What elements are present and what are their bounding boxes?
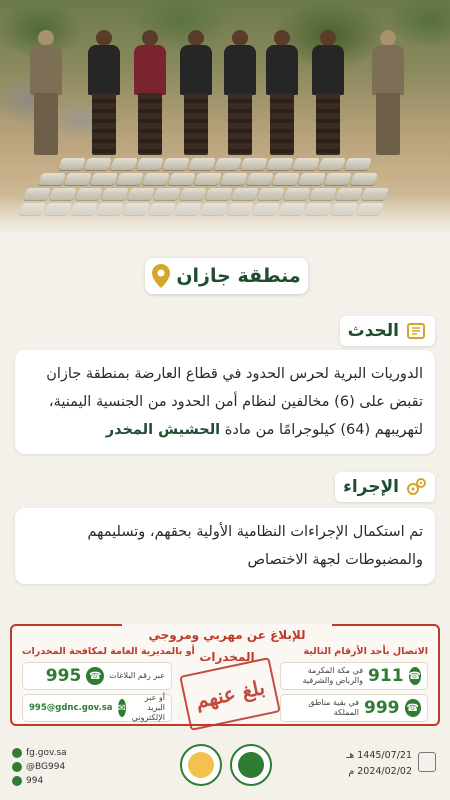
- event-header: [340, 316, 435, 346]
- package: [168, 173, 196, 185]
- x-icon: [12, 762, 22, 772]
- action-text: تم استكمال الإجراءات النظامية الأولية بحقهم، وتسليمهم والمضبوطات لجهة الاختصاص: [87, 524, 423, 568]
- email-desc: أو عبر البريد الإلكتروني: [131, 693, 165, 722]
- package: [162, 158, 190, 170]
- hotline-995-card[interactable]: [22, 662, 172, 690]
- hotline-number: 995: [45, 666, 82, 686]
- action-title: الإجراء: [343, 477, 399, 497]
- photo-fade: [0, 195, 450, 235]
- email-address: 995@gdnc.gov.sa: [29, 703, 113, 713]
- border-guard-logo: [180, 744, 222, 786]
- phone-icon: [12, 776, 22, 786]
- hotline-number: 911: [368, 666, 404, 686]
- package: [116, 173, 144, 185]
- report-stamp: بلغ عنهم: [179, 657, 281, 731]
- package: [350, 173, 378, 185]
- package: [90, 173, 118, 185]
- twitter-link[interactable]: [12, 760, 67, 774]
- package: [142, 173, 170, 185]
- event-text: الدوريات البرية لحرس الحدود في قطاع العارضة بمنطقة جازان تقبض على (6) مخالفين لنظام أمن الحدود من الجنسية اليمنية، لتهريبهم (64) كيلوجرامًا من مادة: [46, 366, 423, 438]
- package: [64, 173, 92, 185]
- date-gregorian: 2024/02/02 م: [348, 766, 412, 777]
- phone-text: 994: [26, 776, 44, 786]
- report-box: [10, 624, 440, 726]
- footer-logos: [180, 744, 272, 786]
- twitter-text: @BG994: [26, 762, 66, 772]
- website-text: fg.gov.sa: [26, 748, 67, 758]
- package: [298, 173, 326, 185]
- hero-photo: [0, 0, 450, 235]
- footer-contacts: [12, 746, 67, 788]
- package: [110, 158, 138, 170]
- hotline-desc: في بقية مناطق المملكة: [308, 698, 359, 717]
- report-right-label: الاتصال بأحد الأرقام التالية: [303, 646, 428, 657]
- event-body: [15, 350, 435, 454]
- package: [240, 158, 268, 170]
- gears-icon: [405, 476, 427, 498]
- date-hijri: 1445/07/21 هـ: [346, 750, 412, 761]
- hotline-desc: عبر رقم البلاغات: [109, 671, 165, 680]
- phone-icon: ☎: [405, 699, 422, 717]
- email-card[interactable]: [22, 694, 172, 722]
- ministry-logo: [230, 744, 272, 786]
- package: [324, 173, 352, 185]
- hotline-number: 999: [364, 698, 400, 718]
- package: [220, 173, 248, 185]
- location-pin-icon: [152, 264, 170, 288]
- package: [188, 158, 216, 170]
- person-figure: [310, 30, 344, 160]
- package: [266, 158, 294, 170]
- website-link[interactable]: [12, 746, 67, 760]
- phone-icon: ☎: [86, 667, 104, 685]
- person-figure: [222, 30, 256, 160]
- hotline-999-card[interactable]: [280, 694, 428, 722]
- package: [194, 173, 222, 185]
- person-figure: [178, 30, 212, 160]
- region-title: منطقة جازان: [176, 265, 301, 287]
- package: [58, 158, 86, 170]
- person-figure: [264, 30, 298, 160]
- person-figure: [132, 30, 166, 160]
- globe-icon: [12, 748, 22, 758]
- event-title: الحدث: [347, 321, 399, 341]
- footer-dates: [346, 748, 412, 780]
- document-icon: [405, 320, 427, 342]
- package: [246, 173, 274, 185]
- calendar-icon: [418, 752, 436, 772]
- action-body: [15, 508, 435, 584]
- hotline-desc: في مكة المكرمة والرياض والشرقية: [302, 666, 364, 685]
- hotline-911-card[interactable]: [280, 662, 428, 690]
- package: [38, 173, 66, 185]
- event-text-bold: الحشيش المخدر: [105, 422, 221, 438]
- package: [136, 158, 164, 170]
- action-header: [335, 472, 435, 502]
- phone-icon: ☎: [409, 667, 421, 685]
- email-icon: ✉: [118, 699, 126, 717]
- package: [214, 158, 242, 170]
- package: [292, 158, 320, 170]
- person-figure: [86, 30, 120, 160]
- report-left-label: أو بالمديرية العامة لمكافحة المخدرات: [22, 646, 195, 657]
- report-title: للإبلاغ عن مهربي ومروجي المخدرات: [122, 624, 332, 646]
- package: [318, 158, 346, 170]
- phone-link[interactable]: [12, 774, 67, 788]
- package: [344, 158, 372, 170]
- footer: [0, 740, 450, 800]
- soldier-figure: [370, 30, 404, 160]
- soldier-figure: [28, 30, 62, 160]
- package: [84, 158, 112, 170]
- region-badge: [145, 258, 308, 294]
- package: [272, 173, 300, 185]
